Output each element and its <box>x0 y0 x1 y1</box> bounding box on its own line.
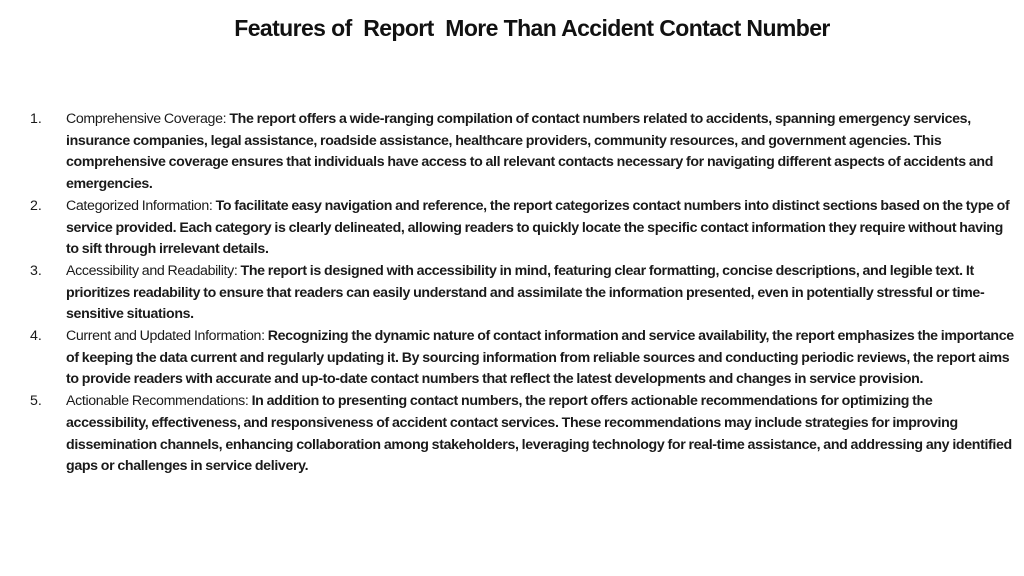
item-text: To facilitate easy navigation and reference, the report categorizes contact numbers into distinct sections based on the type of service provided. Each category is clearly delineated, allowing readers to quickly locate the specific contact information they require without having to sift through irrelevant details. <box>66 197 1010 258</box>
item-heading: Comprehensive Coverage: <box>66 111 230 127</box>
item-number: 4. <box>30 328 42 345</box>
list-item <box>30 109 1015 196</box>
item-number: 2. <box>30 197 42 214</box>
item-text: In addition to presenting contact numbers, the report offers actionable recommendations for optimizing the accessibility, effectiveness, and responsiveness of accident contact services. These recommendations may include strategies for improving dissemination channels, enhancing collaboration among stakeholders, leveraging technology for real-time assistance, and addressing any identified gaps or challenges in service delivery. <box>66 393 1012 475</box>
item-number: 5. <box>30 393 42 410</box>
list-item <box>30 196 1015 261</box>
item-number: 1. <box>30 111 42 127</box>
item-text: Recognizing the dynamic nature of contact information and service availability, the report emphasizes the importance of keeping the data current and regularly updating it. By sourcing information from reliable sources and conducting periodic reviews, the report aims to provide readers with accurate and up-to-date contact numbers that reflect the latest developments and changes in service provision. <box>66 328 1014 388</box>
item-text: The report offers a wide-ranging compilation of contact numbers related to accidents, spanning emergency services, insurance companies, legal assistance, roadside assistance, healthcare providers, community resources, and government agencies. This comprehensive coverage ensures that individuals have access to all relevant contacts necessary for navigating different aspects of accidents and emergencies. <box>66 111 994 193</box>
item-number: 3. <box>30 262 42 279</box>
item-heading: Accessibility and Readability: <box>66 262 241 279</box>
slide-title: Features of Report More Than Accident Contact Number <box>234 15 830 41</box>
item-heading: Categorized Information: <box>66 197 216 214</box>
item-heading: Current and Updated Information: <box>66 328 268 345</box>
item-heading: Actionable Recommendations: <box>66 393 252 410</box>
list-item <box>30 261 1015 326</box>
list-item <box>30 326 1015 391</box>
feature-list <box>30 109 1015 478</box>
item-text: The report is designed with accessibility in mind, featuring clear formatting, concise descriptions, and legible text. It prioritizes readability to ensure that readers can easily understand and assimilate the information presented, even in potentially stressful or time-sensitive situations. <box>66 262 985 323</box>
list-item <box>30 391 1015 478</box>
